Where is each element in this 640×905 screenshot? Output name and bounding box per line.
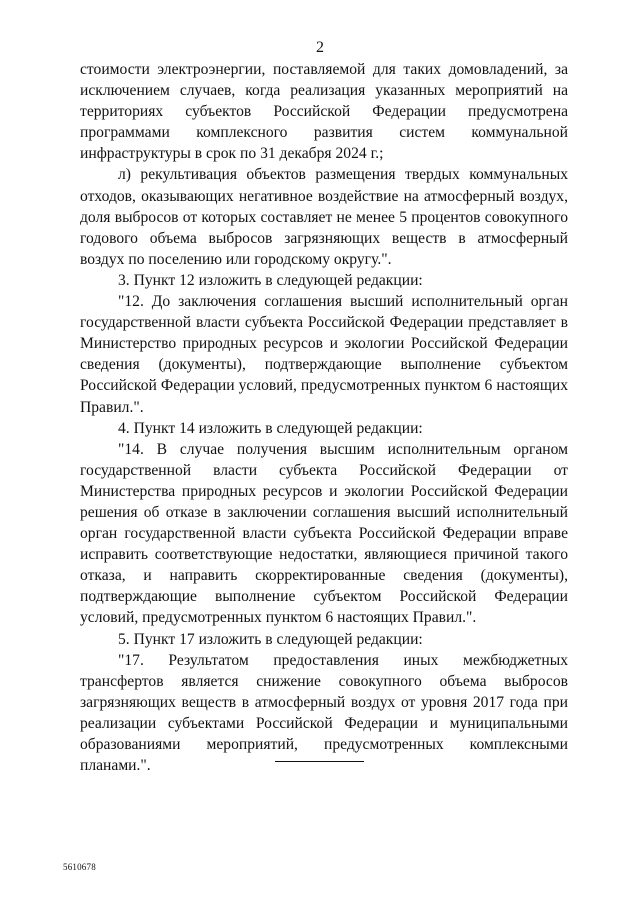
body-text bbox=[80, 59, 568, 776]
end-separator-line bbox=[275, 761, 364, 762]
paragraph: 3. Пункт 12 изложить в следующей редакции: bbox=[118, 271, 423, 289]
paragraph: "17. Результатом предоставления иных межбюджетных трансфертов является снижение совокупного объема выбросов загрязняющих веществ в атмосферный воздух от уровня 2017 года при реализации субъектами Российской Федерации и муниципальными образованиями мероприятий, предусмотренных комплексными планами.". bbox=[80, 651, 568, 775]
paragraph: л) рекультивация объектов размещения твердых коммунальных отходов, оказывающих негативное воздействие на атмосферный воздух, доля выбросов от которых составляет не менее 5 процентов совокупного годового объема выбросов загрязняющих веществ в атмосферный воздух по поселению или городскому округу.". bbox=[80, 166, 568, 268]
page-number: 2 bbox=[316, 39, 324, 56]
paragraph: 5. Пункт 17 изложить в следующей редакции: bbox=[118, 630, 423, 648]
document-code: 5610678 bbox=[63, 862, 96, 872]
paragraph: "14. В случае получения высшим исполнительным органом государственной власти субъекта Российской Федерации от Министерства природных ресурсов и экологии Российской Федерации решения об отказе в заключении соглашения высший исполнительный орган государственной власти субъекта Российской Федерации вправе исправить соответствующие недостатки, являющиеся причиной такого отказа, и направить скорректированные сведения (документы), подтверждающие выполнение субъектом Российской Федерации условий, предусмотренных пунктом 6 настоящих Правил.". bbox=[80, 440, 568, 627]
paragraph: стоимости электроэнергии, поставляемой для таких домовладений, за исключением случаев, когда реализация указанных мероприятий на территориях субъектов Российской Федерации предусмотрена программами комплексного развития систем коммунальной инфраструктуры в срок по 31 декабря 2024 г.; bbox=[80, 61, 568, 163]
paragraph: 4. Пункт 14 изложить в следующей редакции: bbox=[118, 419, 423, 437]
paragraph: "12. До заключения соглашения высший исполнительный орган государственной власти субъекта Российской Федерации представляет в Министерство природных ресурсов и экологии Российской Федерации сведения (документы), подтверждающие выполнение субъектом Российской Федерации условий, предусмотренных пунктом 6 настоящих Правил.". bbox=[80, 293, 568, 416]
